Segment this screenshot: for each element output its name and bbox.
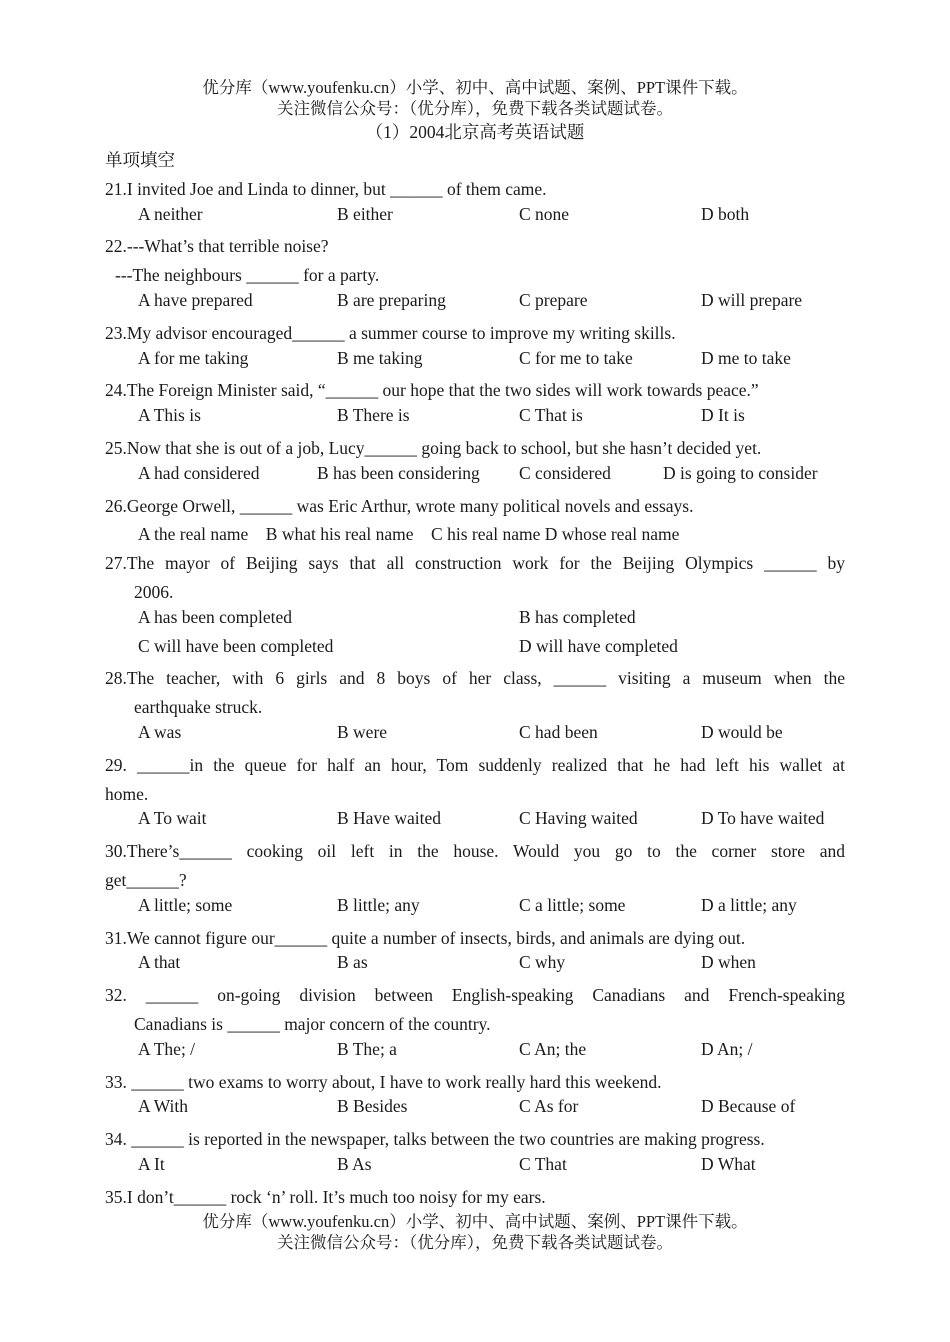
options-33 [105,1096,845,1125]
question-30-cont: get______? [105,869,187,890]
question-29-cont: home. [105,783,149,804]
option-b: B little; any [337,894,420,915]
option-d: D both [701,203,750,224]
header-line-1: 优分库（www.youfenku.cn）小学、初中、高中试题、案例、PPT课件下载。 [202,78,748,97]
option-d: D It is [701,405,745,426]
options-25 [105,463,845,492]
question-list [105,146,845,1211]
question-28: 28.The teacher, with 6 girls and 8 boys of her class, ______ visiting a museum when the [105,668,845,689]
option-b: B either [337,203,393,224]
option-b: B has been considering [317,462,480,483]
options-27-cd [105,636,845,665]
option-b: B me taking [337,347,423,368]
option-c: C for me to take [519,347,633,368]
option-c: C An; the [519,1038,587,1059]
option-c: C had been [519,721,598,742]
page-footer [0,1211,950,1253]
options-26: A the real name B what his real name C his real name D whose real name [138,524,680,545]
options-30 [105,895,845,924]
question-34: 34. ______ is reported in the newspaper, talks between the two countries are making progress. [105,1129,765,1150]
options-27-ab [105,607,845,636]
question-31: 31.We cannot figure our______ quite a number of insects, birds, and animals are dying out. [105,927,746,948]
question-32: 32. ______ on-going division between English-speaking Canadians and French-speaking [105,985,845,1006]
option-d: D will prepare [701,289,803,310]
question-33: 33. ______ two exams to worry about, I have to work really hard this weekend. [105,1071,662,1092]
question-22: 22.---What’s that terrible noise? [105,236,329,257]
option-b: B As [337,1153,372,1174]
option-a: A The; / [138,1038,196,1059]
option-a: A With [138,1096,189,1117]
option-b: B are preparing [337,289,446,310]
question-25: 25.Now that she is out of a job, Lucy______ going back to school, but she hasn’t decided yet. [105,437,762,458]
option-d: D What [701,1153,756,1174]
option-c: C prepare [519,289,588,310]
option-b: B Have waited [337,808,441,829]
question-24: 24.The Foreign Minister said, “______ our hope that the two sides will work towards peace.” [105,380,759,401]
options-21 [105,204,845,233]
option-c: C That [519,1153,567,1174]
option-b: B There is [337,405,410,426]
footer-line-2: 关注微信公众号：（优分库），免费下载各类试题试卷。 [277,1233,673,1252]
footer-line-1: 优分库（www.youfenku.cn）小学、初中、高中试题、案例、PPT课件下载。 [202,1212,748,1231]
option-d: D is going to consider [663,462,818,483]
option-d: D To have waited [701,808,825,829]
page-header [0,77,950,119]
options-23 [105,348,845,377]
option-a: A for me taking [138,347,249,368]
question-27: 27.The mayor of Beijing says that all construction work for the Beijing Olympics ______ by [105,553,845,574]
options-31 [105,952,845,981]
option-a: A To wait [138,808,207,829]
question-30: 30.There’s______ cooking oil left in the house. Would you go to the corner store and [105,841,845,862]
option-a: A It [138,1153,165,1174]
option-b: B The; a [337,1038,397,1059]
option-a: A had considered [138,462,260,483]
option-b: B has completed [519,606,636,627]
option-b: B Besides [337,1096,408,1117]
option-d: D Because of [701,1096,796,1117]
options-24 [105,405,845,434]
option-a: A have prepared [138,289,253,310]
question-32-cont: Canadians is ______ major concern of the country. [134,1013,491,1034]
option-a: A has been completed [138,606,293,627]
header-line-2: 关注微信公众号：（优分库），免费下载各类试题试卷。 [277,99,673,118]
option-c: C As for [519,1096,579,1117]
option-c: C why [519,952,566,973]
option-d: D An; / [701,1038,753,1059]
question-28-cont: earthquake struck. [134,697,263,718]
option-a: A This is [138,405,201,426]
option-c: C That is [519,405,583,426]
question-27-cont: 2006. [134,581,174,602]
option-d: D when [701,952,756,973]
option-a: A little; some [138,894,233,915]
option-b: B as [337,952,368,973]
options-34 [105,1154,845,1183]
option-c: C none [519,203,570,224]
section-heading: 单项填空 [105,150,175,170]
question-21: 21.I invited Joe and Linda to dinner, but ______ of them came. [105,178,547,199]
options-29 [105,808,845,837]
option-d: D a little; any [701,894,797,915]
option-c: C Having waited [519,808,638,829]
option-a: A was [138,721,182,742]
question-35: 35.I don’t______ rock ‘n’ roll. It’s much too noisy for my ears. [105,1186,546,1207]
options-22 [105,290,845,319]
question-26: 26.George Orwell, ______ was Eric Arthur, wrote many political novels and essays. [105,495,694,516]
question-29: 29. ______in the queue for half an hour, Tom suddenly realized that he had left his wallet at [105,754,845,775]
options-32 [105,1039,845,1068]
option-a: A neither [138,203,203,224]
option-c: C a little; some [519,894,626,915]
option-c: C will have been completed [138,635,334,656]
option-d: D will have completed [519,635,678,656]
options-28 [105,722,845,751]
option-a: A that [138,952,181,973]
option-d: D me to take [701,347,791,368]
page-title: （1）2004北京高考英语试题 [365,122,585,142]
question-22-reply: ---The neighbours ______ for a party. [115,265,380,286]
option-b: B were [337,721,388,742]
option-c: C considered [519,462,611,483]
question-23: 23.My advisor encouraged______ a summer course to improve my writing skills. [105,322,676,343]
option-d: D would be [701,721,783,742]
